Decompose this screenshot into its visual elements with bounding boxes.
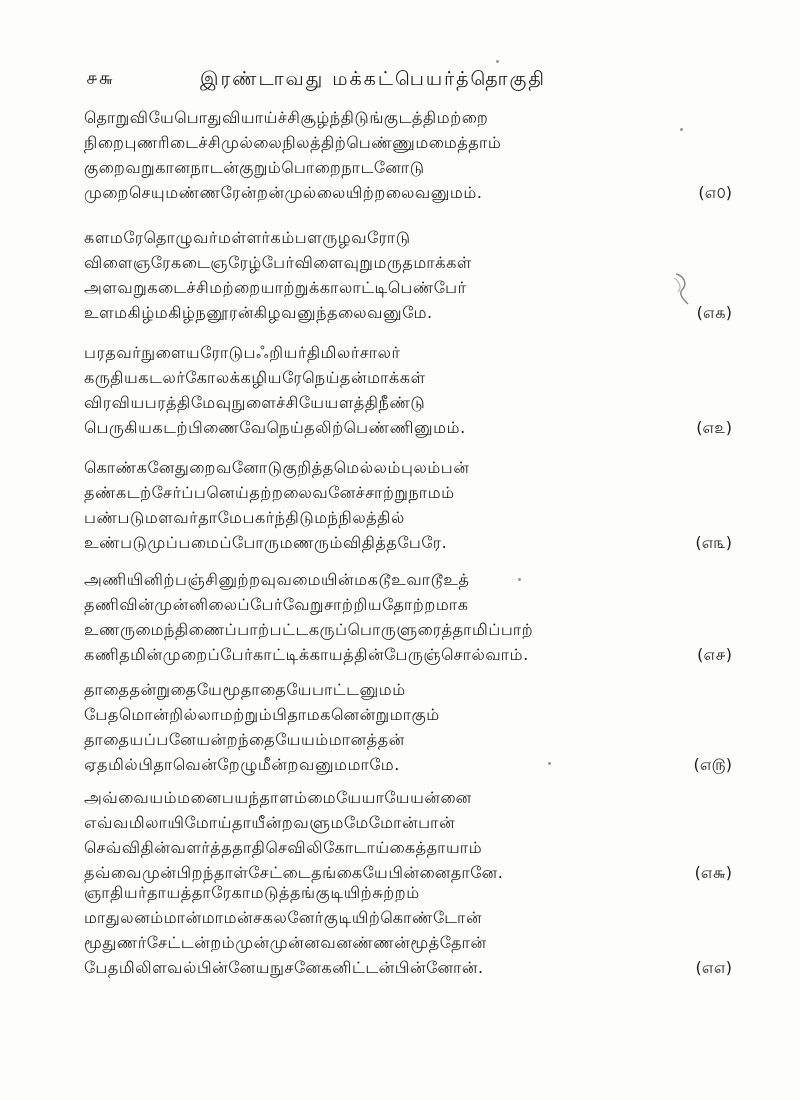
verse-number: (௭௦) <box>698 183 732 202</box>
scan-speck-icon <box>548 762 551 765</box>
verse-line: ஏதமில்பிதாவென்றேழுமீன்றவனுமமாமே. <box>84 755 400 774</box>
verse-line: தொறுவியேபொதுவியாய்ச்சிசூழ்ந்திடுங்குடத்திமற்றை <box>84 108 489 127</box>
verse-line: எவ்வமிலாயிமோய்தாயீன்றவளுமமேமோன்பான் <box>84 813 456 832</box>
verse-number: (௭௪) <box>697 645 732 664</box>
stanza <box>84 225 744 325</box>
verse-line: விளைஞரேகடைஞரேழ்பேர்விளைவுறுமருதமாக்கள் <box>84 253 472 272</box>
verse-line: விரவியபரத்திமேவுநுளைச்சியேயளத்திநீண்டு <box>84 393 426 412</box>
verse-line: நிறைபுணரிடைச்சிமுல்லைநிலத்திற்பெண்ணுமமைத்தாம் <box>84 133 502 152</box>
verse-line: செவ்விதின்வளர்த்ததாதிசெவிலிகோடாய்கைத்தாயாம் <box>84 838 483 857</box>
verse-line: குறைவறுகானநாடன்குறும்பொறைநாடனோடு <box>84 158 425 177</box>
verse-line: கொண்கனேதுறைவனோடுகுறித்தமெல்லம்புலம்பன் <box>84 458 470 477</box>
verse-number: (௭௬) <box>694 863 732 882</box>
scan-speck-icon <box>496 60 499 63</box>
stanza <box>84 340 744 440</box>
verse-line: பேதமிலிளவல்பின்னேயநுசனேகனிட்டன்பின்னோன். <box>84 958 484 977</box>
verse-number: (௭௧) <box>696 303 732 322</box>
verse-line: தணிவின்முன்னிலைப்பேர்வேறுசாற்றியதோற்றமாக <box>84 595 469 614</box>
verse-line: தவ்வைமுன்பிறந்தாள்சேட்டைதங்கையேபின்னைதானே. <box>84 863 504 882</box>
verse-line: தாதையப்பனேயன்றந்தையேயம்மானத்தன் <box>84 730 405 749</box>
verse-line: அளவறுகடைச்சிமற்றையாற்றுக்காலாட்டிபெண்பேர் <box>84 278 467 297</box>
verse-number: (௭௭) <box>695 958 732 977</box>
verse-line: முறைசெயுமண்ணரேன்றன்முல்லையிற்றலைவனுமம். <box>84 183 483 202</box>
verse-number: (௭௨) <box>696 418 732 437</box>
verse-line: தண்கடற்சேர்ப்பனெய்தற்றலைவனேச்சாற்றுநாமம் <box>84 483 455 502</box>
scan-speck-icon <box>680 128 683 131</box>
verse-line: களமரேதொழுவர்மள்ளர்கம்பளருழவரோடு <box>84 228 411 247</box>
verse-line: பரதவர்நுளையரோடுபஃறியர்திமிலர்சாலர் <box>84 343 401 362</box>
page-header <box>0 68 800 98</box>
verse-line: அவ்வையம்மனைபயந்தாளம்மையேயாயேயன்னை <box>84 788 472 807</box>
verse-line: உளமகிழ்மகிழ்நனூரன்கிழவனுந்தலைவனுமே. <box>84 303 433 322</box>
verse-line: கணிதமின்முறைப்பேர்காட்டிக்காயத்தின்பேருஞ்சொல்வாம். <box>84 645 529 664</box>
verse-line: ஞாதியர்தாயத்தாரேகாமடுத்தங்குடியிற்சுற்றம் <box>84 883 420 902</box>
stanza <box>84 455 744 555</box>
stanza <box>84 567 744 667</box>
stanza <box>84 785 744 885</box>
stanza <box>84 880 744 980</box>
verse-line: தாதைதன்றுதையேமூதாதையேபாட்டனுமம் <box>84 680 406 699</box>
verse-line: மூதுணர்சேட்டன்றம்முன்முன்னவனண்ணன்மூத்தோன் <box>84 933 487 952</box>
scan-speck-icon <box>518 578 521 581</box>
verse-line: பேதமொன்றில்லாமற்றும்பிதாமகனென்றுமாகும் <box>84 705 440 724</box>
verse-number: (௭௫) <box>693 755 732 774</box>
scan-smudge-icon <box>670 272 692 306</box>
stanza <box>84 105 744 205</box>
verse-line: அணியினிற்பஞ்சினுற்றவுவமையின்மகடூஉவாடூஉத் <box>84 570 470 589</box>
verse-line: பண்படுமளவர்தாமேபகர்ந்திடுமந்நிலத்தில் <box>84 508 405 527</box>
verse-number: (௭௩) <box>695 533 732 552</box>
stanza <box>84 677 744 777</box>
verse-line: கருதியகடலர்கோலக்கழியரேநெய்தன்மாக்கள் <box>84 368 426 387</box>
verse-line: மாதுலனம்மான்மாமன்சகலனேர்குடியிற்கொண்டோன் <box>84 908 483 927</box>
verse-line: உணருமைந்திணைப்பாற்பட்டகருப்பொருளுரைத்தாமிப்பாற் <box>84 620 534 639</box>
page-number: ௪௬ <box>86 68 115 89</box>
running-title: இரண்டாவது மக்கட்பெயர்த்தொகுதி <box>200 68 546 90</box>
verse-line: பெருகியகடற்பிணைவேநெய்தலிற்பெண்ணினுமம். <box>84 418 466 437</box>
verse-line: உண்படுமுப்பமைப்போருமணரும்விதித்தபேரே. <box>84 533 448 552</box>
